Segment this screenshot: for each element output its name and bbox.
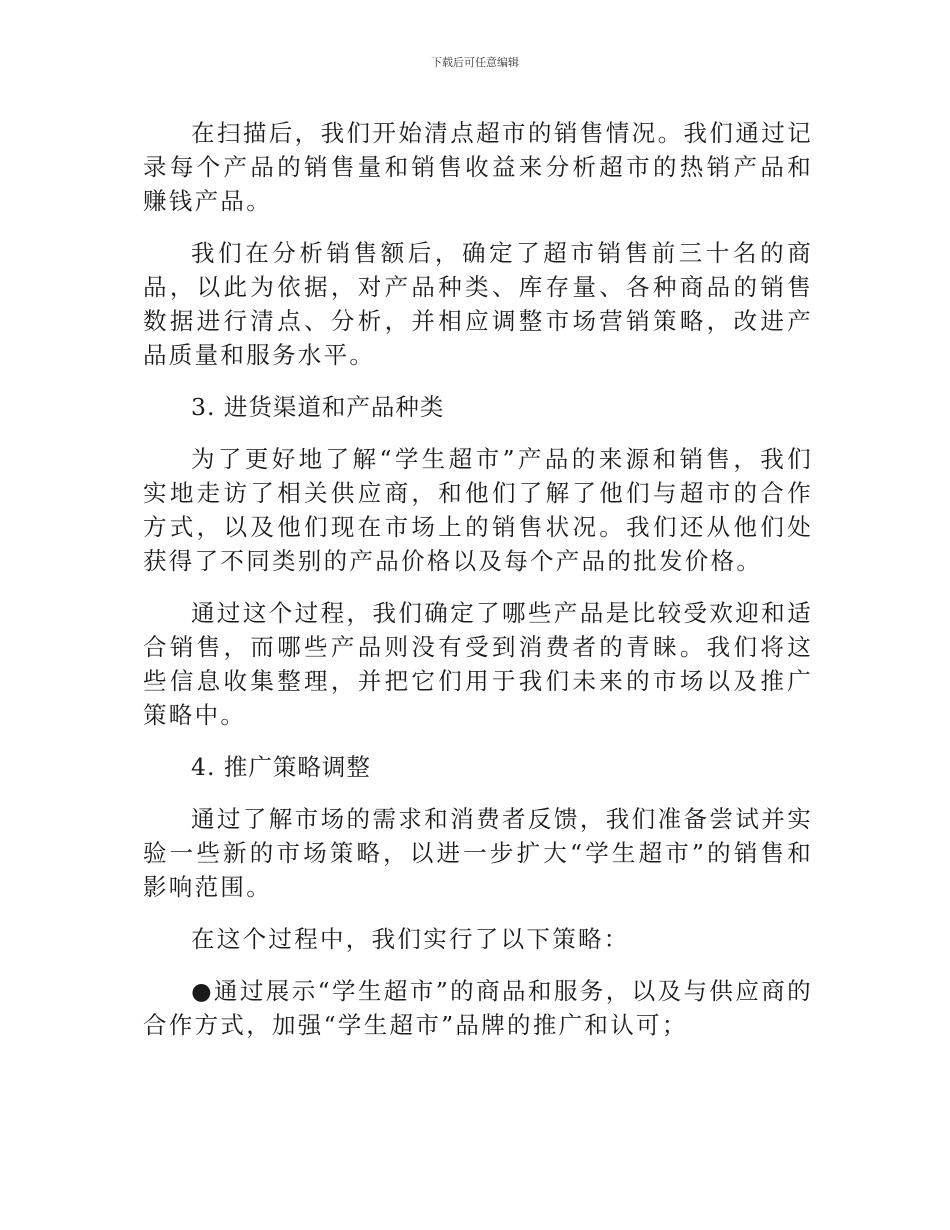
paragraph-top-thirty-analysis: 我们在分析销售额后，确定了超市销售前三十名的商品，以此为依据，对产品种类、库存量、各种商品的销售数据进行清点、分析，并相应调整市场营销策略，改进产品质量和服务水平。 [143,239,813,369]
bullet-item-brand-promotion: ●通过展示“学生超市”的商品和服务，以及与供应商的合作方式，加强“学生超市”品牌的推广和认可； [143,977,813,1039]
document-body [143,116,813,1060]
page-header: 下载后可任意编辑 [431,56,519,69]
section-heading-promotion-strategy: 4. 推广策略调整 [191,753,371,781]
paragraph-new-strategies: 通过了解市场的需求和消费者反馈，我们准备尝试并实验一些新的市场策略，以进一步扩大“学生超市”的销售和影响范围。 [143,805,813,901]
paragraph-sales-inventory: 在扫描后，我们开始清点超市的销售情况。我们通过记录每个产品的销售量和销售收益来分析超市的热销产品和赚钱产品。 [143,119,813,215]
section-heading-purchase-channels: 3. 进货渠道和产品种类 [191,393,445,421]
paragraph-popular-products: 通过这个过程，我们确定了哪些产品是比较受欢迎和适合销售，而哪些产品则没有受到消费者的青睐。我们将这些信息收集整理，并把它们用于我们未来的市场以及推广策略中。 [143,599,813,729]
paragraph-supplier-visits: 为了更好地了解“学生超市”产品的来源和销售，我们实地走访了相关供应商，和他们了解了他们与超市的合作方式，以及他们现在市场上的销售状况。我们还从他们处获得了不同类别的产品价格以及每个产品的批发价格。 [143,445,813,575]
paragraph-strategies-intro: 在这个过程中，我们实行了以下策略： [191,925,630,953]
